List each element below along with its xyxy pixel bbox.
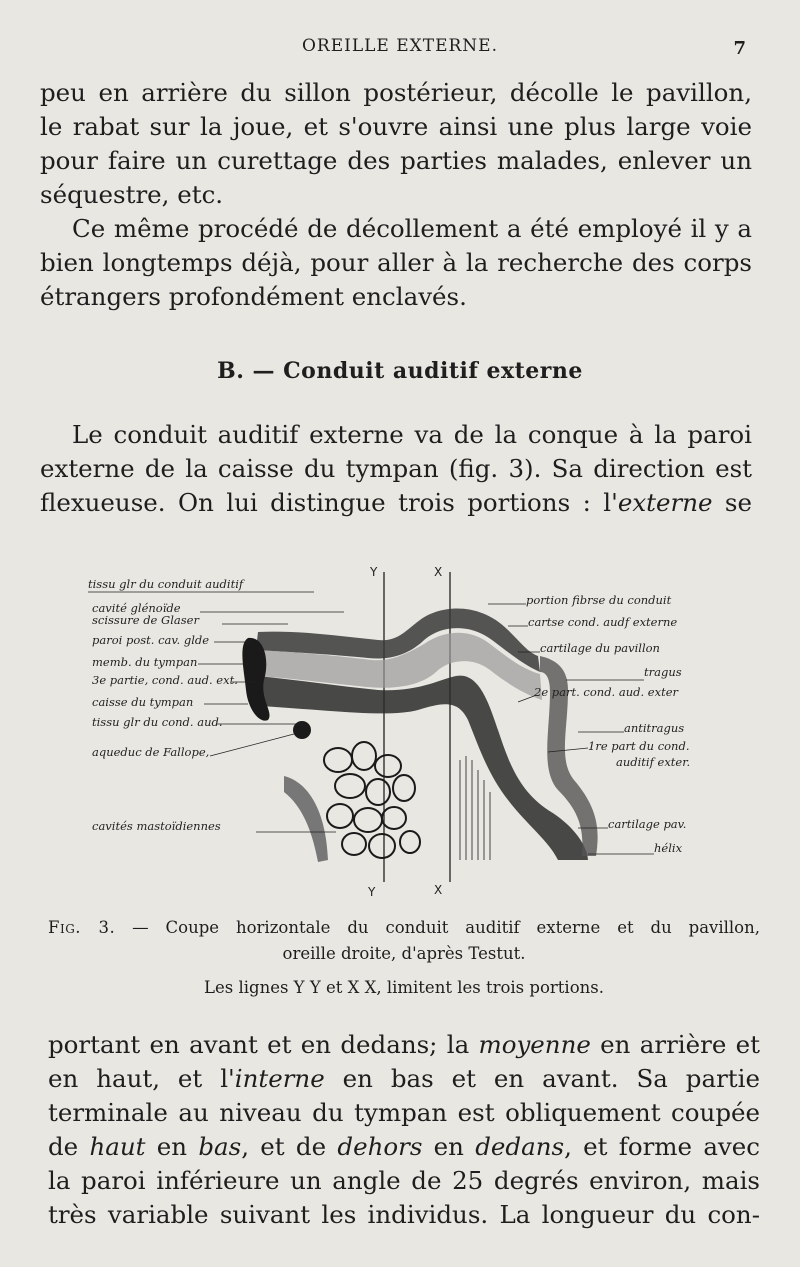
axis-label-y-top: Y [370,565,378,579]
text-line: la paroi inférieure un angle de 25 degrés environ, mais [48,1166,760,1195]
label-auditif-externe: auditif exter. [616,755,691,769]
closing-paragraph [48,1028,760,1232]
section-paragraph [40,418,752,520]
figure-caption [48,915,760,1001]
label-tissu-glandulaire-conduit: tissu glr du cond. aud. [92,715,223,729]
label-deuxieme-partie: 2e part. cond. aud. exter [534,685,679,699]
label-cavites-mastoidiennes: cavités mastoïdiennes [92,819,221,833]
section-heading: B. — Conduit auditif externe [217,358,583,384]
label-cartilage-conduit: cartse cond. audf externe [528,615,678,629]
label-paroi-posterieure: paroi post. cav. glde [92,633,210,647]
text-line [48,1130,760,1164]
italic-term: moyenne [478,1030,591,1059]
axis-label-y-bottom: Y [368,885,376,899]
second-paragraph [40,212,752,314]
text-line: Ce même procédé de décollement a été employé il y a [72,214,752,243]
label-membrane-tympan: memb. du tympan [92,655,198,669]
intro-paragraph [40,76,752,212]
caption-note: Les lignes Y Y et X X, limitent les trois portions. [204,978,604,997]
text-run: en bas et en avant. Sa partie [324,1064,760,1093]
text-line: pour faire un curettage des parties malades, enlever un [40,146,752,175]
mastoid-bone [284,776,328,862]
italic-term: interne [234,1064,325,1093]
label-cavite-glenoide: cavité glénoïde [92,601,181,615]
text-line: peu en arrière du sillon postérieur, décolle le pavillon, [40,78,752,107]
mastoid-cells [324,742,420,858]
text-run: de [48,1132,90,1161]
text-line: bien longtemps déjà, pour aller à la recherche des corps [40,248,752,277]
axis-label-x-bottom: X [434,883,443,897]
italic-term: haut [89,1132,146,1161]
label-scissure-glaser: scissure de Glaser [92,613,199,627]
text-run: flexueuse. On lui distingue trois portions : l' [40,488,618,517]
text-line: Le conduit auditif externe va de la conque à la paroi [72,420,752,449]
text-line [48,1028,760,1062]
axis-label-x-top: X [434,565,443,579]
figure-number: Fig. 3. [48,918,116,937]
anatomical-figure [88,560,712,900]
label-premiere-partie: 1re part du cond. [588,739,690,753]
text-line [48,1062,760,1096]
italic-term: dedans [475,1132,565,1161]
text-run: , et forme avec [564,1132,760,1161]
text-line: très variable suivant les individus. La longueur du con- [48,1200,760,1229]
label-helix: hélix [654,841,683,855]
label-cartilage-pav: cartilage pav. [608,817,687,831]
italic-term: externe [617,488,713,517]
label-caisse-tympan: caisse du tympan [92,695,194,709]
text-line: le rabat sur la joue, et s'ouvre ainsi une plus large voie [40,112,752,141]
italic-term: dehors [337,1132,423,1161]
text-run: en [422,1132,476,1161]
label-cartilage-pavillon: cartilage du pavillon [540,641,660,655]
running-head [0,36,800,60]
text-run: se [712,488,752,517]
label-aqueduc-fallope: aqueduc de Fallope, [92,745,210,759]
label-antitragus: antitragus [624,721,685,735]
caption-line [48,915,760,941]
text-line: externe de la caisse du tympan (fig. 3). Sa direction est [40,454,752,483]
tissue-hatching [460,756,490,860]
text-run: portant en avant et en dedans; la [48,1030,479,1059]
label-tragus: tragus [644,665,682,679]
caption-line: oreille droite, d'après Testut. [282,944,526,963]
text-line: terminale au niveau du tympan est obliquement coupée [48,1098,760,1127]
text-line [40,486,752,520]
label-troisieme-partie: 3e partie, cond. aud. ext. [92,673,238,687]
page-number: 7 [733,38,746,59]
label-tissu-glandulaire: tissu glr du conduit auditif [88,577,244,591]
text-line: étrangers profondément enclavés. [40,282,467,311]
label-portion-fibreuse: portion fibrse du conduit [526,593,672,607]
text-run: en arrière et [590,1030,760,1059]
running-head-title: OREILLE EXTERNE. [301,36,498,56]
text-run: en haut, et l' [48,1064,235,1093]
text-line: séquestre, etc. [40,180,224,209]
text-run: en [145,1132,199,1161]
text-run: , et de [241,1132,338,1161]
italic-term: bas [198,1132,242,1161]
caption-text: — Coupe horizontale du conduit auditif externe et du pavillon, [115,918,760,937]
